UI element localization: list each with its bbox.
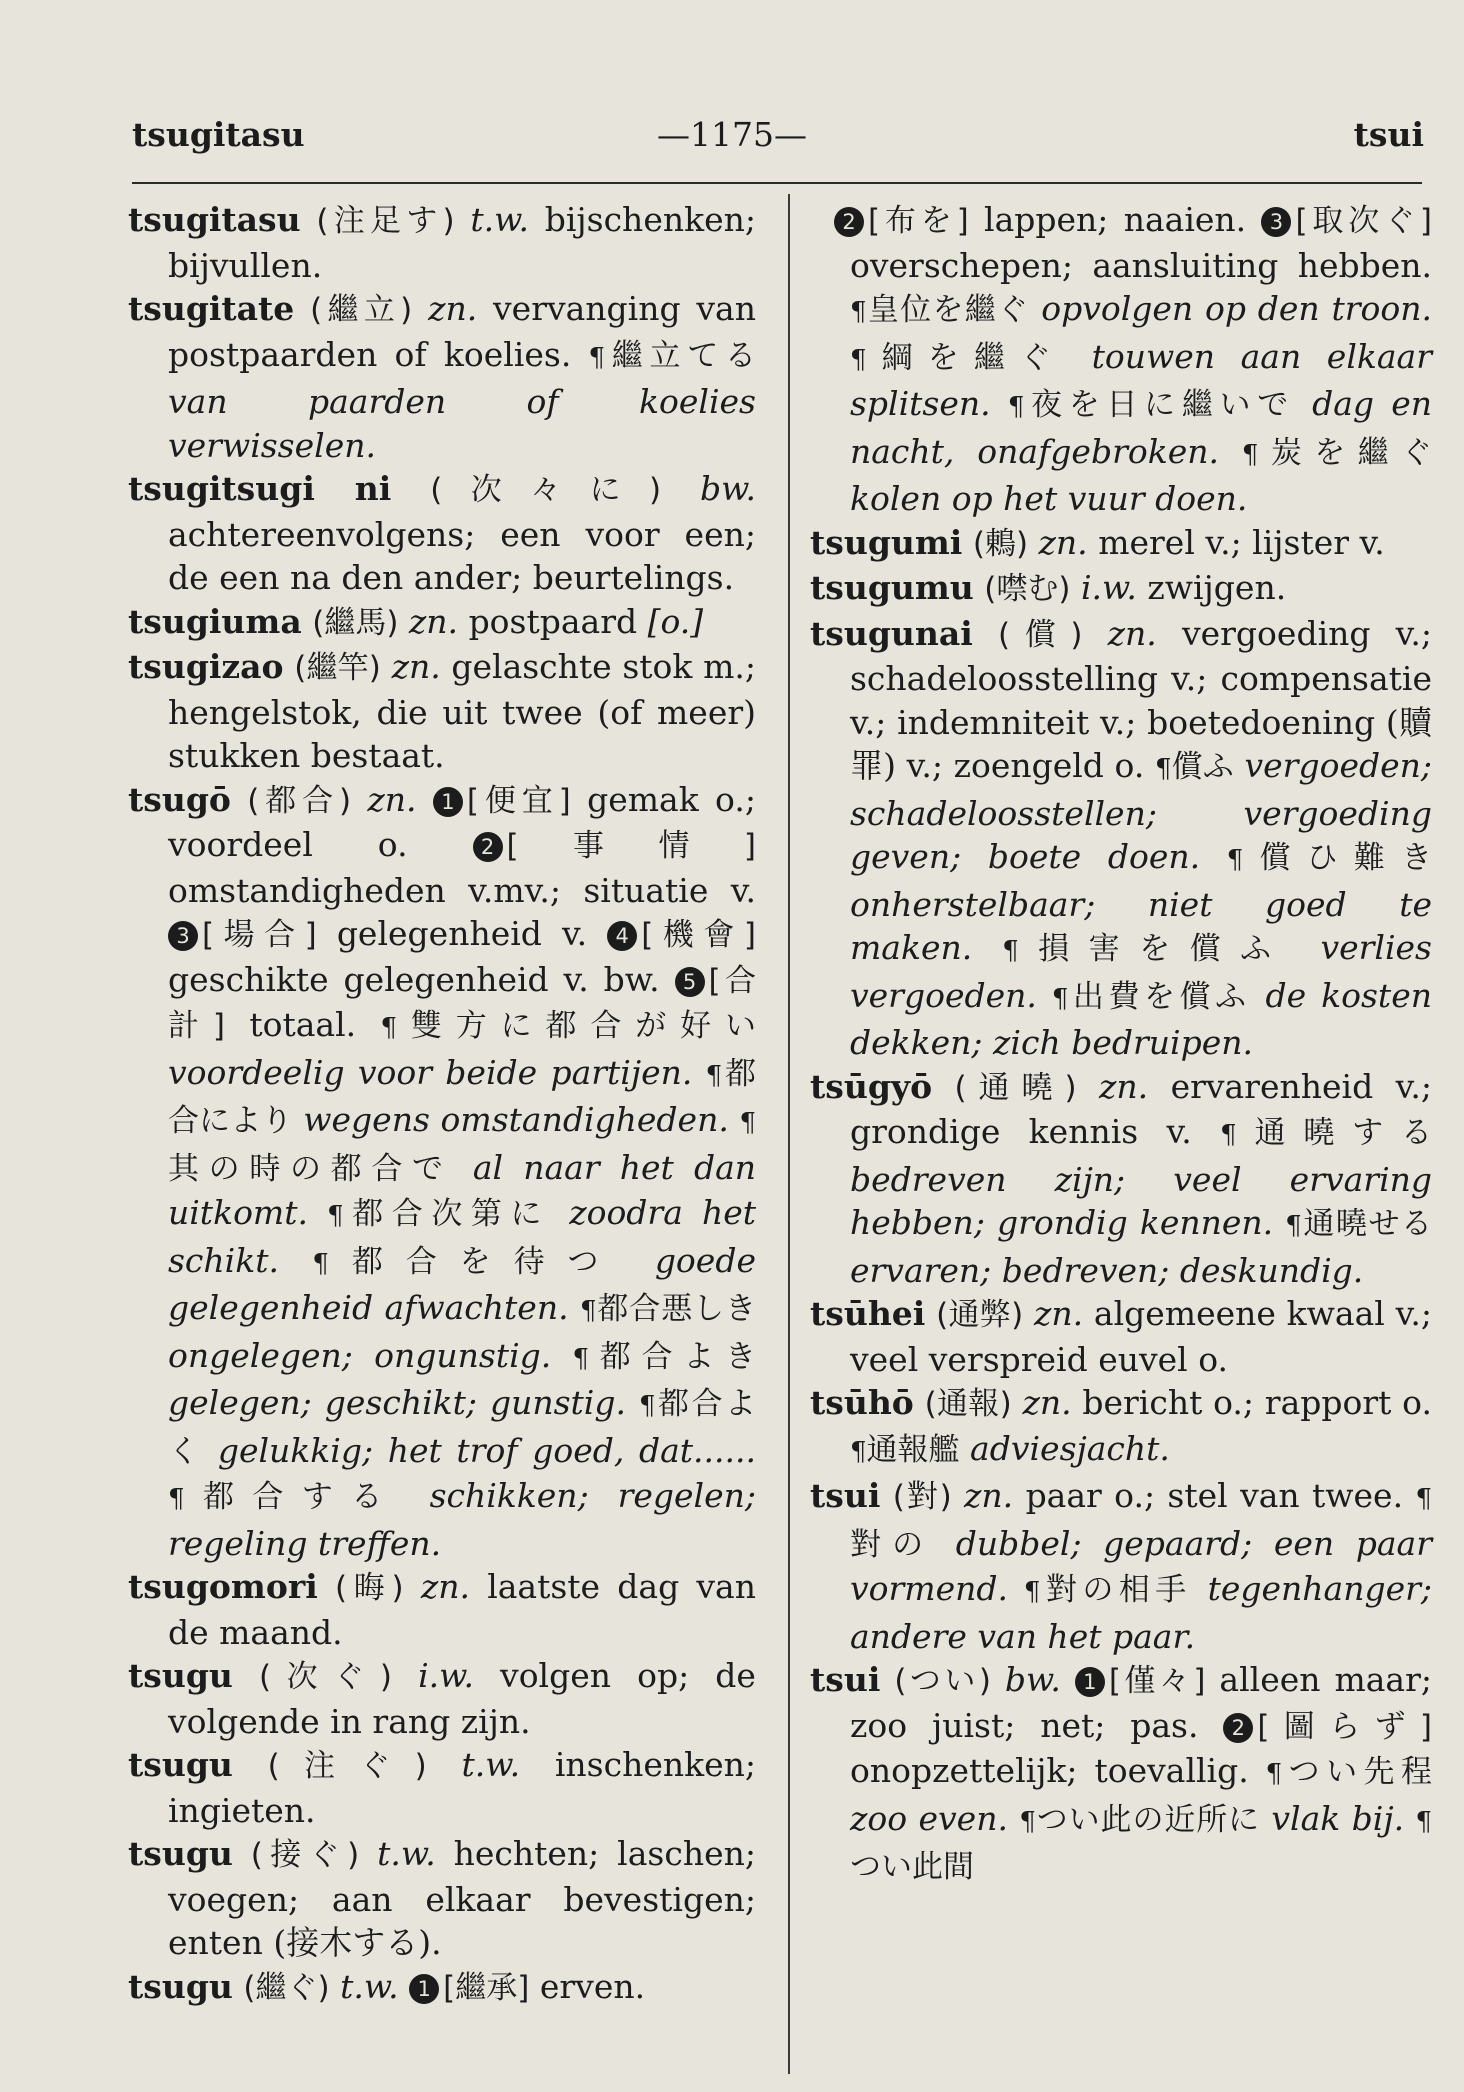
example-kanji: つい此間	[850, 1849, 974, 1885]
pilcrow: ¶	[1051, 983, 1069, 1014]
kanji: (通曉)	[954, 1069, 1077, 1106]
sense-kanji: [事情]	[506, 828, 756, 864]
pilcrow: ¶	[705, 1060, 723, 1091]
part-of-speech: t.w.	[340, 1966, 399, 2006]
sense-definition: lappen; naaien.	[984, 200, 1247, 239]
headword: tsugitasu	[128, 200, 301, 239]
pilcrow: ¶	[1415, 1806, 1432, 1837]
entry-tsui-2	[810, 1658, 1432, 1890]
sense-kanji: [場合]	[202, 917, 317, 953]
definition: gelaschte stok m.; hengelstok, die uit twee (of meer) stukken bestaat.	[168, 647, 756, 775]
part-of-speech: zn.	[420, 1567, 470, 1606]
sense-definition: onopzettelijk; toevallig.	[850, 1751, 1249, 1790]
example-kanji: 出費を償ふ	[1068, 978, 1251, 1015]
pilcrow: ¶	[1241, 439, 1259, 470]
pilcrow: ¶	[1415, 1484, 1432, 1514]
example-kanji: 都合よく	[168, 1386, 756, 1470]
definition: algemeene kwaal v.; veel verspreid euvel o.	[850, 1294, 1432, 1379]
kanji: (注足す)	[316, 203, 455, 239]
part-of-speech: t.w.	[461, 1745, 521, 1784]
example-kanji: つい先程	[1282, 1754, 1432, 1790]
example-translation: zoodra het schikt.	[168, 1193, 756, 1280]
example-translation: vlak bij.	[1271, 1798, 1405, 1838]
example-kanji: 繼立てる	[605, 337, 756, 374]
sense-definition: alleen maar; zoo juist; net; pas.	[850, 1660, 1432, 1745]
example-translation: ongelegen; ongunstig.	[168, 1335, 552, 1375]
sense-number-3: 3	[1261, 207, 1291, 237]
sense-kanji: [便宜]	[466, 782, 571, 819]
pilcrow: ¶	[1023, 1577, 1041, 1607]
example-translation: al naar het dan uitkomt.	[168, 1147, 756, 1232]
definition: achtereenvolgens; een voor een; de een na den ander; beurtelings.	[168, 514, 756, 597]
definition: laatste dag van de maand.	[168, 1567, 756, 1652]
entry-tsugitasu	[128, 198, 756, 287]
part-of-speech: zn.	[1033, 1294, 1084, 1333]
part-of-speech: zn.	[1022, 1383, 1072, 1422]
entry-tsuho	[810, 1381, 1432, 1474]
kanji: (繼ぐ)	[243, 1969, 330, 2006]
example-translation: dubbel; gepaard; een paar vormend.	[850, 1523, 1432, 1608]
example-translation: goede gelegenheid afwachten.	[168, 1240, 756, 1327]
headword: tsūhō	[810, 1383, 914, 1422]
kanji: (繼竿)	[294, 650, 381, 686]
headword: tsui	[810, 1660, 881, 1699]
kanji: (通報)	[924, 1386, 1012, 1422]
sense-definition: totaal.	[249, 1005, 357, 1044]
entry-tsuhei	[810, 1292, 1432, 1381]
pilcrow: ¶	[312, 1248, 329, 1279]
entry-tsugumi	[810, 521, 1432, 567]
kanji: (噤む)	[984, 571, 1071, 607]
pilcrow: ¶	[850, 1436, 867, 1467]
example-translation: opvolgen op den troon.	[1041, 289, 1432, 328]
entry-tsugo	[128, 778, 756, 1566]
entry-tsui-1	[810, 1474, 1432, 1658]
pilcrow: ¶	[1285, 1211, 1302, 1241]
entry-tsugitate	[128, 287, 756, 467]
pilcrow: ¶	[850, 297, 867, 327]
example-kanji: 其の時の都合で	[168, 1150, 453, 1187]
sense-kanji: [機會]	[641, 917, 756, 953]
pilcrow: ¶	[579, 1296, 597, 1326]
part-of-speech: zn.	[408, 601, 459, 641]
entry-tsugumu	[810, 566, 1432, 612]
example-translation: touwen aan elkaar splitsen.	[850, 336, 1432, 423]
example-kanji: 雙方に都合が好い	[397, 1008, 756, 1044]
pilcrow: ¶	[327, 1201, 344, 1231]
entry-tsugomori	[128, 1565, 756, 1654]
headword: tsugumu	[810, 568, 974, 607]
entry-tsugu-1	[128, 1654, 756, 1743]
pilcrow: ¶	[168, 1484, 185, 1514]
sense-number-3: 3	[168, 921, 198, 951]
sense-kanji: [繼承]	[443, 1969, 530, 2006]
pilcrow: ¶	[1002, 936, 1019, 966]
part-of-speech: zn.	[428, 289, 478, 328]
running-head-right: tsui	[1353, 115, 1424, 154]
example-translation: vergoeden; schadeloosstellen; vergoeding geven; boete doen.	[850, 746, 1432, 876]
headword: tsugumi	[810, 522, 963, 562]
part-of-speech: zn.	[367, 779, 417, 819]
kanji: (つい)	[894, 1663, 991, 1699]
part-of-speech: zn.	[964, 1476, 1014, 1515]
example-translation: schikken; regelen; regeling treffen.	[168, 1476, 757, 1563]
pilcrow: ¶	[1265, 1759, 1283, 1789]
sense-number-1: 1	[1075, 1667, 1105, 1697]
example-kanji: 都合する	[184, 1479, 401, 1515]
kanji: (都合)	[247, 782, 352, 819]
sense-number-1: 1	[433, 787, 463, 817]
pilcrow: ¶	[1154, 754, 1172, 784]
example-translation: adviesjacht.	[970, 1428, 1170, 1468]
headword: tsugomori	[128, 1567, 318, 1606]
sense-number-2: 2	[1223, 1713, 1253, 1743]
sense-kanji: [取次ぐ]	[1295, 203, 1432, 239]
sense-definition: gelegenheid v.	[336, 914, 588, 953]
left-column	[128, 198, 756, 2010]
example-translation: wegens omstandigheden.	[303, 1100, 729, 1139]
example-kanji: 夜を日に繼いで	[1024, 387, 1295, 423]
sense-definition: erven.	[539, 1966, 646, 2006]
example-kanji: 對の	[850, 1526, 935, 1563]
sense-definition: overschepen; aansluiting hebben.	[850, 245, 1432, 285]
definition: bijschenken; bijvullen.	[168, 200, 756, 285]
headword: tsugu	[128, 1656, 233, 1695]
sense-kanji: [合計]	[168, 962, 756, 1044]
headword: tsugizao	[128, 647, 284, 686]
sense-kanji: [圖らず]	[1257, 1708, 1432, 1745]
entry-tsugyo	[810, 1065, 1432, 1293]
pilcrow: ¶	[638, 1391, 656, 1421]
kanji: (晦)	[334, 1570, 404, 1606]
example-kanji: つい此の近所に	[1035, 1801, 1261, 1838]
definition: vervanging van postpaarden of koelies.	[168, 289, 756, 374]
kanji: (繼立)	[310, 292, 413, 328]
example-kanji: 通報艦	[866, 1431, 960, 1468]
page-number: —1175—	[657, 115, 807, 154]
example-translation: tegenhanger; andere van het paar.	[850, 1569, 1433, 1656]
example-kanji: 皇位を繼ぐ	[866, 292, 1030, 328]
headword: tsūgyō	[810, 1066, 933, 1106]
example-translation: van paarden of koelies verwisselen.	[168, 382, 756, 465]
kanji: (對)	[892, 1479, 952, 1515]
headword: tsugu	[128, 1834, 233, 1873]
sense-definition: geschikte gelegenheid v. bw.	[168, 959, 660, 999]
part-of-speech: zn.	[1038, 522, 1088, 562]
sense-number-2: 2	[473, 832, 503, 862]
part-of-speech: t.w.	[470, 200, 529, 239]
definition: hechten; laschen; voegen; aan elkaar bevestigen; enten (接木する).	[168, 1834, 756, 1962]
example-kanji: 都合次第に	[343, 1196, 551, 1232]
headword: tsugitsugi ni	[128, 469, 392, 508]
sense-definition: gemak o.; voordeel o.	[168, 779, 756, 864]
kanji: (鶇)	[972, 525, 1029, 562]
definition: merel v.; lijster v.	[1098, 522, 1385, 562]
kanji: (次ぐ)	[258, 1659, 392, 1695]
entry-tsugunai	[810, 612, 1432, 1065]
definition: inschenken; ingieten.	[168, 1745, 757, 1830]
headword: tsugitate	[128, 289, 295, 328]
headword: tsugō	[128, 779, 231, 819]
example-kanji: 通曉せる	[1301, 1206, 1433, 1242]
entry-tsugizao	[128, 645, 756, 778]
pilcrow: ¶	[1220, 1120, 1237, 1150]
kanji: (次々に)	[430, 472, 662, 508]
example-translation: gelukkig; het trof goed, dat......	[217, 1430, 756, 1470]
example-translation: verlies vergoeden.	[850, 928, 1432, 1015]
example-kanji: 損害を償ふ	[1018, 931, 1291, 967]
sense-definition: omstandigheden v.mv.; situatie v.	[168, 870, 756, 910]
definition: volgen op; de volgende in rang zijn.	[168, 1656, 756, 1741]
kanji: (繼馬)	[312, 604, 399, 641]
entry-tsugu-2	[128, 1743, 756, 1832]
definition: vergoeding v.; schadeloosstelling v.; compensatie v.; indemniteit v.; boetedoening (贖罪) v.; zoengeld o.	[850, 613, 1433, 785]
definition: postpaard	[468, 601, 638, 641]
part-of-speech: i.w.	[418, 1656, 474, 1695]
sense-number-4: 4	[607, 921, 637, 951]
headword: tsugu	[128, 1745, 233, 1784]
example-translation: de kosten dekken; zich bedruipen.	[850, 975, 1432, 1062]
sense-kanji: [僅々]	[1108, 1663, 1206, 1699]
part-of-speech: bw.	[700, 469, 756, 508]
definition: ervarenheid v.; grondige kennis v.	[850, 1066, 1432, 1151]
example-translation: dag en nacht, onafgebroken.	[850, 384, 1432, 471]
example-kanji: 都合により	[168, 1055, 757, 1139]
entry-tsugu-4	[128, 1965, 756, 2011]
headword: tsugu	[128, 1966, 233, 2006]
sense-number-1: 1	[409, 1974, 439, 2004]
example-kanji: 通曉する	[1236, 1115, 1433, 1151]
column-divider	[788, 194, 790, 2074]
kanji: (接ぐ)	[250, 1837, 360, 1873]
pilcrow: ¶	[380, 1013, 398, 1043]
headword: tsui	[810, 1476, 881, 1515]
kanji: (注ぐ)	[267, 1748, 427, 1784]
kanji: (償)	[997, 616, 1083, 653]
pilcrow: ¶	[1019, 1806, 1036, 1837]
right-column	[810, 198, 1432, 1890]
pilcrow: ¶	[572, 1343, 590, 1374]
example-kanji: 償ふ	[1171, 749, 1234, 785]
part-of-speech: zn.	[391, 647, 441, 686]
example-kanji: 都合よき	[589, 1338, 756, 1375]
example-kanji: 都合悪しき	[596, 1291, 756, 1327]
example-kanji: 綱を繼ぐ	[866, 339, 1067, 376]
example-translation: kolen op het vuur doen.	[850, 479, 1248, 518]
example-translation: onherstelbaar; niet goed te maken.	[850, 884, 1432, 967]
pilcrow: ¶	[850, 344, 867, 375]
part-of-speech: i.w.	[1081, 568, 1137, 607]
part-of-speech: zn.	[1098, 1066, 1149, 1106]
pilcrow: ¶	[739, 1108, 757, 1138]
example-kanji: 炭を繼ぐ	[1258, 434, 1432, 471]
part-of-speech: zn.	[1107, 613, 1157, 653]
sense-number-5: 5	[675, 967, 705, 997]
kanji: (通弊)	[936, 1297, 1024, 1333]
example-translation: voordeelig voor beide partijen.	[168, 1052, 693, 1092]
example-translation: gelegen; geschikt; gunstig.	[168, 1383, 626, 1422]
part-of-speech: bw.	[1004, 1660, 1061, 1699]
example-translation: bedreven zijn; veel ervaring hebben; grondig kennen.	[850, 1159, 1432, 1242]
example-translation: ervaren; bedreven; deskundig.	[850, 1250, 1364, 1290]
definition: zwijgen.	[1147, 568, 1287, 607]
example-kanji: 對の相手	[1040, 1572, 1192, 1608]
definition: paar o.; stel van twee.	[1025, 1476, 1404, 1515]
headword: tsugunai	[810, 613, 973, 653]
entry-tsugiuma	[128, 600, 756, 646]
headword: tsūhei	[810, 1294, 926, 1333]
definition: bericht o.; rapport o.	[1082, 1383, 1432, 1422]
example-kanji: 償ひ難き	[1243, 840, 1432, 876]
entry-tsugu-3	[128, 1832, 756, 1965]
pilcrow: ¶	[588, 342, 606, 373]
example-translation: zoo even.	[850, 1798, 1008, 1838]
entry-tsugitsugi-ni	[128, 467, 756, 600]
pilcrow: ¶	[1226, 845, 1244, 875]
running-head-left: tsugitasu	[132, 115, 305, 154]
sense-number-2: 2	[834, 207, 864, 237]
sense-kanji: [布を]	[868, 203, 969, 239]
example-kanji: 都合を待つ	[328, 1243, 622, 1280]
pilcrow: ¶	[1007, 392, 1025, 422]
part-of-speech: t.w.	[377, 1834, 436, 1873]
entry-tsugu-4-continued	[810, 198, 1432, 521]
header-rule	[132, 182, 1422, 184]
headword: tsugiuma	[128, 601, 302, 641]
gender-note: [o.]	[647, 601, 704, 641]
